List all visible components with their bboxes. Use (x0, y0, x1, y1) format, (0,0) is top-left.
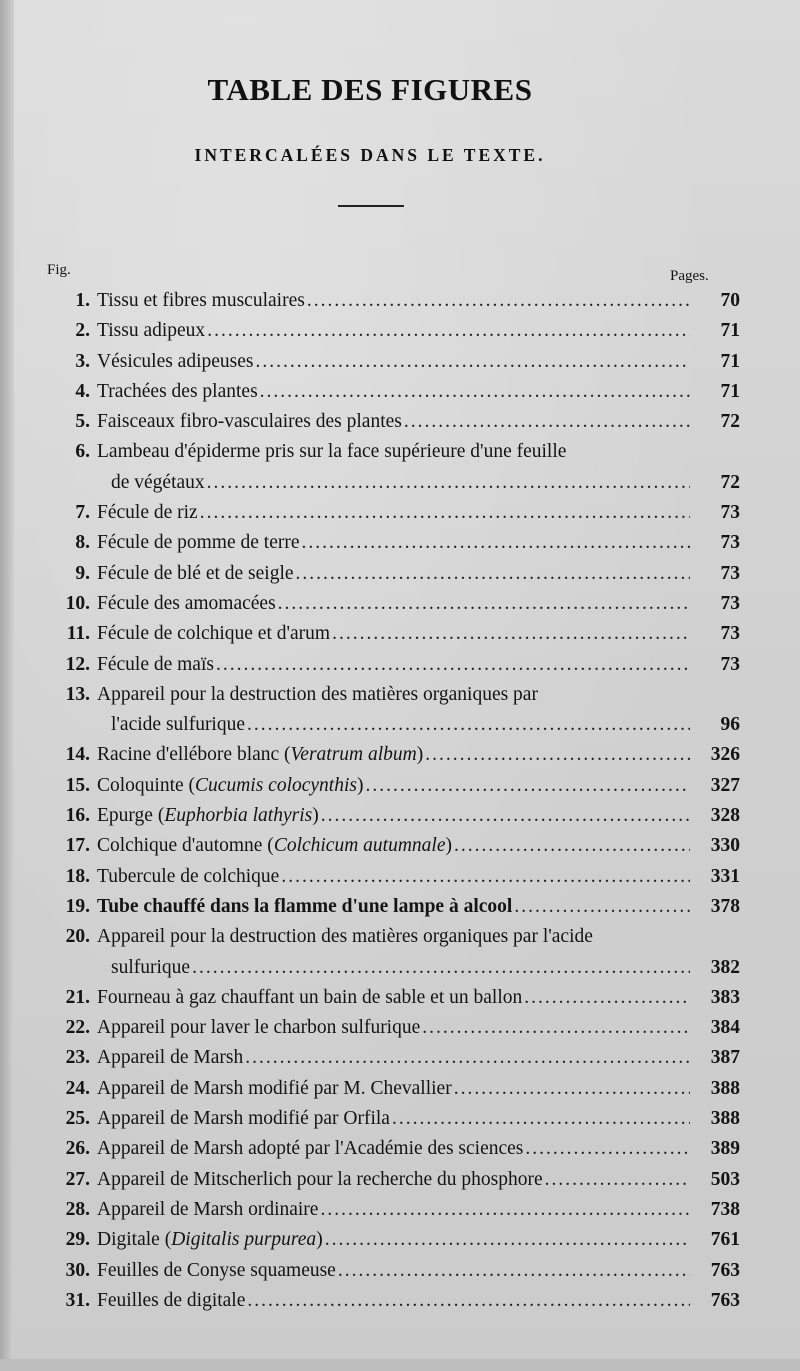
leader-dots (454, 1074, 690, 1104)
figure-title (90, 619, 330, 649)
figure-entry (40, 619, 740, 649)
page-number: 761 (710, 1229, 740, 1251)
figure-title (90, 680, 740, 710)
figure-latin-name: Veratrum album (290, 744, 417, 766)
figure-title-text: Tubercule de colchique (97, 865, 280, 887)
figure-number: 7. (75, 502, 90, 524)
figure-number: 3. (75, 350, 90, 372)
leader-dots (296, 559, 690, 589)
page-number: 71 (720, 320, 740, 342)
figure-title-text: Appareil de Marsh (97, 1047, 244, 1069)
figure-entry (40, 1286, 740, 1316)
leader-dots (260, 377, 690, 407)
figure-number: 30. (65, 1259, 90, 1281)
title-divider (338, 205, 404, 207)
figure-number: 4. (75, 380, 90, 402)
page-number: 387 (710, 1047, 740, 1069)
figure-entry (40, 1225, 740, 1255)
page-number: 384 (710, 1017, 740, 1039)
leader-dots (404, 407, 690, 437)
figure-title (90, 286, 305, 316)
figure-title-continued: sulfurique (111, 956, 191, 978)
figure-entry (40, 407, 740, 437)
leader-dots (545, 1165, 690, 1195)
figure-title (90, 1165, 543, 1195)
figure-title-text: Tissu et fibres musculaires (97, 290, 305, 311)
figure-entry (40, 1013, 740, 1043)
page-number: 326 (710, 744, 740, 766)
figure-entry (40, 377, 740, 407)
figure-latin-name: Digitalis purpurea (171, 1229, 317, 1251)
figure-entry-line (40, 710, 740, 740)
figure-latin-name: Euphorbia lathyris (164, 805, 313, 827)
page-number: 763 (710, 1289, 740, 1311)
figure-entry (40, 1043, 740, 1073)
figure-title-text: Fécule de colchique et d'arum (97, 623, 331, 645)
leader-dots (332, 619, 690, 649)
figure-title (90, 589, 276, 619)
figure-entry (40, 1104, 740, 1134)
page-number: 503 (710, 1168, 740, 1190)
leader-dots (302, 528, 691, 558)
figure-list (40, 286, 740, 1316)
page-number: 73 (720, 623, 740, 645)
page-number: 73 (720, 562, 740, 584)
leader-dots (200, 498, 690, 528)
figure-title-text: Digitale ( (97, 1229, 172, 1251)
figure-title-text: Appareil de Marsh modifié par M. Chevallier (97, 1077, 452, 1099)
figure-number: 26. (65, 1138, 90, 1160)
leader-dots (247, 710, 690, 740)
figure-title-close: ) (316, 1229, 323, 1251)
figure-number: 27. (65, 1168, 90, 1190)
figure-number: 31. (65, 1289, 90, 1311)
figure-entry (40, 831, 740, 861)
leader-dots (514, 892, 690, 922)
figure-entry (40, 1074, 740, 1104)
figure-entry (40, 862, 740, 892)
figure-title (90, 377, 258, 407)
figure-title-close: ) (312, 805, 319, 827)
figure-title-text: Racine d'ellébore blanc ( (97, 744, 291, 766)
figure-entry (40, 528, 740, 558)
page-number: 738 (710, 1198, 740, 1220)
figure-title-text: Lambeau d'épiderme pris sur la face supérieure d'une feuille (97, 441, 567, 463)
page-title: TABLE DES FIGURES (207, 72, 533, 107)
figure-title (90, 983, 522, 1013)
figure-title (90, 437, 740, 467)
figure-title (90, 1043, 243, 1073)
page-number: 70 (720, 290, 740, 311)
figure-title (90, 1286, 245, 1316)
page-number: 327 (710, 774, 740, 796)
figure-title-text: Fécule de maïs (97, 653, 214, 675)
figure-number: 8. (75, 532, 90, 554)
figure-title-text: Feuilles de digitale (97, 1289, 246, 1311)
page-number: 73 (720, 592, 740, 614)
figure-title-close: ) (356, 774, 364, 796)
figure-number: 2. (75, 320, 90, 342)
leader-dots (192, 953, 690, 983)
figure-number: 20. (65, 926, 90, 948)
figure-title-text: Fécule de riz (97, 502, 198, 524)
figure-number: 23. (65, 1047, 90, 1069)
figure-number: 15. (65, 774, 90, 796)
page-number: 73 (720, 502, 740, 524)
page-number: 330 (710, 835, 740, 857)
figure-number: 28. (65, 1198, 90, 1220)
figure-title (90, 528, 300, 558)
figure-number: 6. (75, 441, 90, 463)
figure-entry (40, 922, 740, 983)
leader-dots (524, 983, 690, 1013)
figure-title (90, 559, 294, 589)
figure-title (90, 892, 512, 922)
page-number: 73 (720, 532, 740, 554)
page-number: 72 (720, 411, 740, 433)
figure-title (90, 650, 214, 680)
leader-dots (325, 1225, 690, 1255)
figure-entry (40, 1134, 740, 1164)
page-number: 73 (720, 653, 740, 675)
figure-entry (40, 892, 740, 922)
page-number: 71 (720, 380, 740, 402)
figure-title (90, 1074, 452, 1104)
figure-title-text: Appareil pour la destruction des matières organiques par (97, 683, 538, 705)
figure-number: 25. (65, 1108, 90, 1130)
figure-entry (40, 437, 740, 498)
figure-number: 14. (65, 744, 90, 766)
leader-dots (256, 347, 691, 377)
page-number: 382 (710, 956, 740, 978)
figure-title (90, 831, 452, 861)
page-number: 378 (710, 895, 740, 917)
figure-number: 21. (65, 986, 90, 1008)
pages-column-header: Pages. (670, 268, 709, 284)
figure-title-close: ) (416, 744, 424, 766)
page-number: 72 (720, 471, 740, 493)
figure-entry-line (40, 680, 740, 710)
figure-entry (40, 680, 740, 741)
leader-dots (321, 801, 690, 831)
figure-entry (40, 559, 740, 589)
figure-title (90, 1225, 323, 1255)
leader-dots (278, 589, 690, 619)
figure-title-text: Appareil de Marsh adopté par l'Académie des sciences (97, 1138, 524, 1160)
figure-number: 11. (66, 623, 90, 645)
figure-title (90, 801, 319, 831)
figure-entry (40, 316, 740, 346)
figure-title (90, 407, 402, 437)
figure-entry (40, 1165, 740, 1195)
figure-title-continued: de végétaux (111, 471, 205, 493)
leader-dots (207, 468, 690, 498)
figure-entry (40, 1256, 740, 1286)
figure-number: 24. (65, 1077, 90, 1099)
figure-title-text: Faisceaux fibro-vasculaires des plantes (97, 411, 402, 433)
figure-entry-line (40, 437, 740, 467)
figure-latin-name: Colchicum autumnale (273, 835, 446, 857)
figure-title-continued: l'acide sulfurique (111, 714, 246, 736)
figure-entry (40, 801, 740, 831)
figure-title-text: Appareil pour laver le charbon sulfurique (97, 1017, 421, 1039)
figure-number: 29. (65, 1229, 90, 1251)
page-number: 389 (710, 1138, 740, 1160)
figure-title-text: Feuilles de Conyse squameuse (97, 1259, 336, 1281)
figure-entry-line (40, 953, 740, 983)
figure-title-text: Colchique d'automne ( (97, 835, 274, 857)
figure-title-text: Coloquinte ( (97, 774, 196, 796)
leader-dots (207, 316, 690, 346)
leader-dots (307, 286, 690, 316)
figure-title-text: Trachées des plantes (97, 380, 258, 402)
figure-number: 5. (75, 411, 90, 433)
figure-entry-line (40, 468, 740, 498)
figure-number: 18. (65, 865, 90, 887)
figure-title (90, 862, 279, 892)
page-gutter-shadow (0, 0, 14, 1371)
leader-dots (320, 1195, 690, 1225)
leader-dots (281, 862, 690, 892)
figure-number: 10. (65, 592, 90, 614)
figure-entry (40, 589, 740, 619)
leader-dots (338, 1256, 690, 1286)
figure-number: 16. (65, 805, 90, 827)
figure-entry (40, 771, 740, 801)
figure-title (90, 316, 205, 346)
figure-entry (40, 740, 740, 770)
leader-dots (422, 1013, 690, 1043)
page-subtitle: INTERCALÉES DANS LE TEXTE. (194, 145, 546, 165)
figure-number: 22. (65, 1017, 90, 1039)
figure-title (90, 922, 740, 952)
figure-entry (40, 983, 740, 1013)
figure-title (90, 771, 363, 801)
figure-entry-line (40, 922, 740, 952)
leader-dots (525, 1134, 690, 1164)
figure-title-text: Tissu adipeux (97, 320, 206, 342)
page-bottom-edge (0, 1359, 800, 1371)
leader-dots (392, 1104, 690, 1134)
figure-title-text: Fécule de blé et de seigle (97, 562, 294, 584)
figure-entry (40, 1195, 740, 1225)
figure-number: 12. (65, 653, 90, 675)
page-number: 763 (710, 1259, 740, 1281)
figure-title-text: Appareil de Mitscherlich pour la recherche du phosphore (97, 1168, 543, 1190)
figure-title (90, 347, 254, 377)
page-number: 96 (720, 714, 740, 736)
figure-title-text: Vésicules adipeuses (97, 350, 254, 372)
page-number: 383 (710, 986, 740, 1008)
figure-title (90, 740, 423, 770)
figure-title-text: Epurge ( (97, 805, 165, 827)
figure-title-text: Fécule des amomacées (97, 592, 276, 614)
figure-title (90, 498, 198, 528)
fig-column-header: Fig. (47, 262, 71, 278)
figure-entry (40, 286, 740, 316)
page-number: 71 (720, 350, 740, 372)
figure-title-text: Appareil de Marsh ordinaire (97, 1198, 319, 1220)
leader-dots (425, 740, 690, 770)
figure-title-text: Fourneau à gaz chauffant un bain de sable et un ballon (97, 986, 523, 1008)
page-number: 328 (710, 805, 740, 827)
figure-entry (40, 650, 740, 680)
page-number: 331 (710, 865, 740, 887)
figure-entry (40, 498, 740, 528)
figure-number: 19. (65, 895, 90, 917)
figure-latin-name: Cucumis colocynthis (195, 774, 357, 796)
figure-title (90, 1013, 420, 1043)
figure-number: 17. (65, 835, 90, 857)
page-number: 388 (710, 1077, 740, 1099)
leader-dots (454, 831, 690, 861)
figure-title (90, 1104, 390, 1134)
leader-dots (216, 650, 690, 680)
figure-title-text: Tube chauffé dans la flamme d'une lampe à alcool (97, 895, 513, 917)
leader-dots (245, 1043, 690, 1073)
figure-title-text: Fécule de pomme de terre (97, 532, 300, 554)
figure-number: 1. (75, 290, 90, 311)
figure-title (90, 1256, 336, 1286)
figure-number: 13. (65, 683, 90, 705)
figure-title-text: Appareil de Marsh modifié par Orfila (97, 1108, 390, 1130)
page-number: 388 (710, 1108, 740, 1130)
figure-title (90, 1195, 318, 1225)
figure-number: 9. (75, 562, 90, 584)
leader-dots (365, 771, 690, 801)
figure-title (90, 1134, 523, 1164)
leader-dots (247, 1286, 690, 1316)
figure-title-text: Appareil pour la destruction des matières organiques par l'acide (97, 926, 593, 948)
figure-title-close: ) (445, 835, 452, 857)
figure-entry (40, 347, 740, 377)
